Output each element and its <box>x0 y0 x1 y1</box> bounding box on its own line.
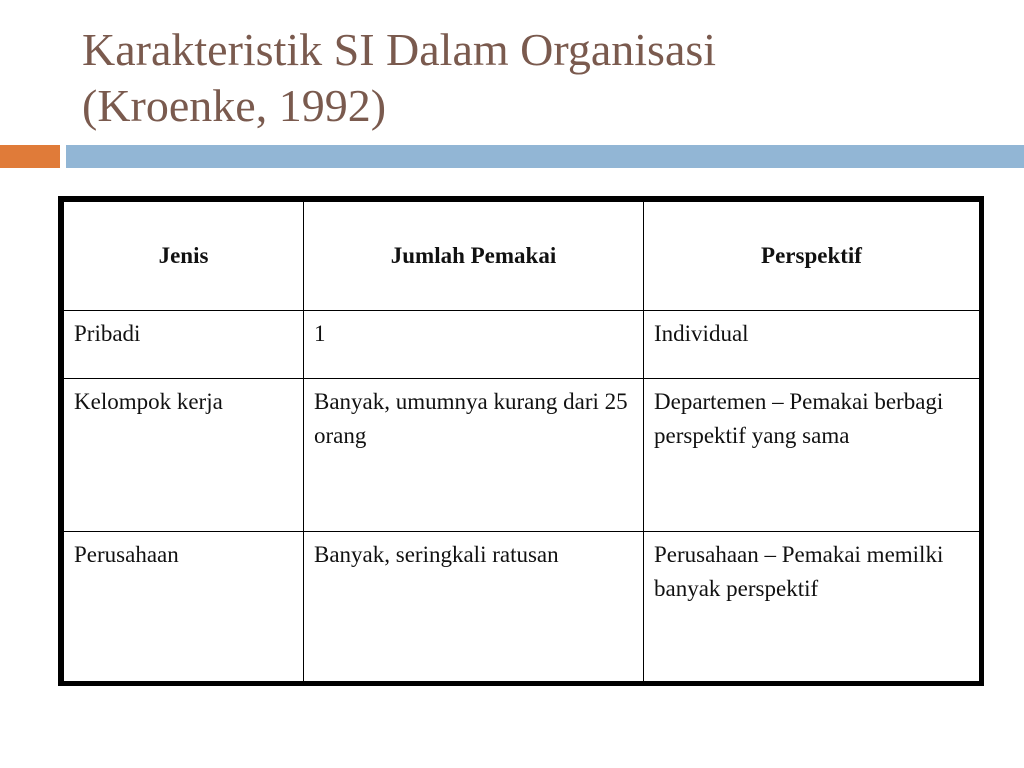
cell-jumlah-pemakai: Banyak, seringkali ratusan <box>304 532 644 682</box>
table-row <box>64 379 980 532</box>
table-row <box>64 532 980 682</box>
header-jumlah-pemakai: Jumlah Pemakai <box>304 202 644 311</box>
cell-perspektif: Perusahaan – Pemakai memilki banyak perspektif <box>644 532 980 682</box>
cell-jumlah-pemakai: Banyak, umumnya kurang dari 25 orang <box>304 379 644 532</box>
cell-perspektif: Departemen – Pemakai berbagi perspektif yang sama <box>644 379 980 532</box>
slide-title-line-1: Karakteristik SI Dalam Organisasi <box>82 24 717 75</box>
table-frame <box>58 196 984 686</box>
slide-title <box>82 22 982 134</box>
slide-title-line-2: (Kroenke, 1992) <box>82 80 387 131</box>
header-perspektif: Perspektif <box>644 202 980 311</box>
table-row <box>64 311 980 379</box>
cell-perspektif: Individual <box>644 311 980 379</box>
cell-jenis: Perusahaan <box>64 532 304 682</box>
cell-jenis: Kelompok kerja <box>64 379 304 532</box>
characteristics-table <box>63 201 980 682</box>
table-header-row <box>64 202 980 311</box>
accent-bar-blue <box>66 145 1024 168</box>
cell-jumlah-pemakai: 1 <box>304 311 644 379</box>
header-jenis: Jenis <box>64 202 304 311</box>
cell-jenis: Pribadi <box>64 311 304 379</box>
accent-bar-orange <box>0 145 60 168</box>
